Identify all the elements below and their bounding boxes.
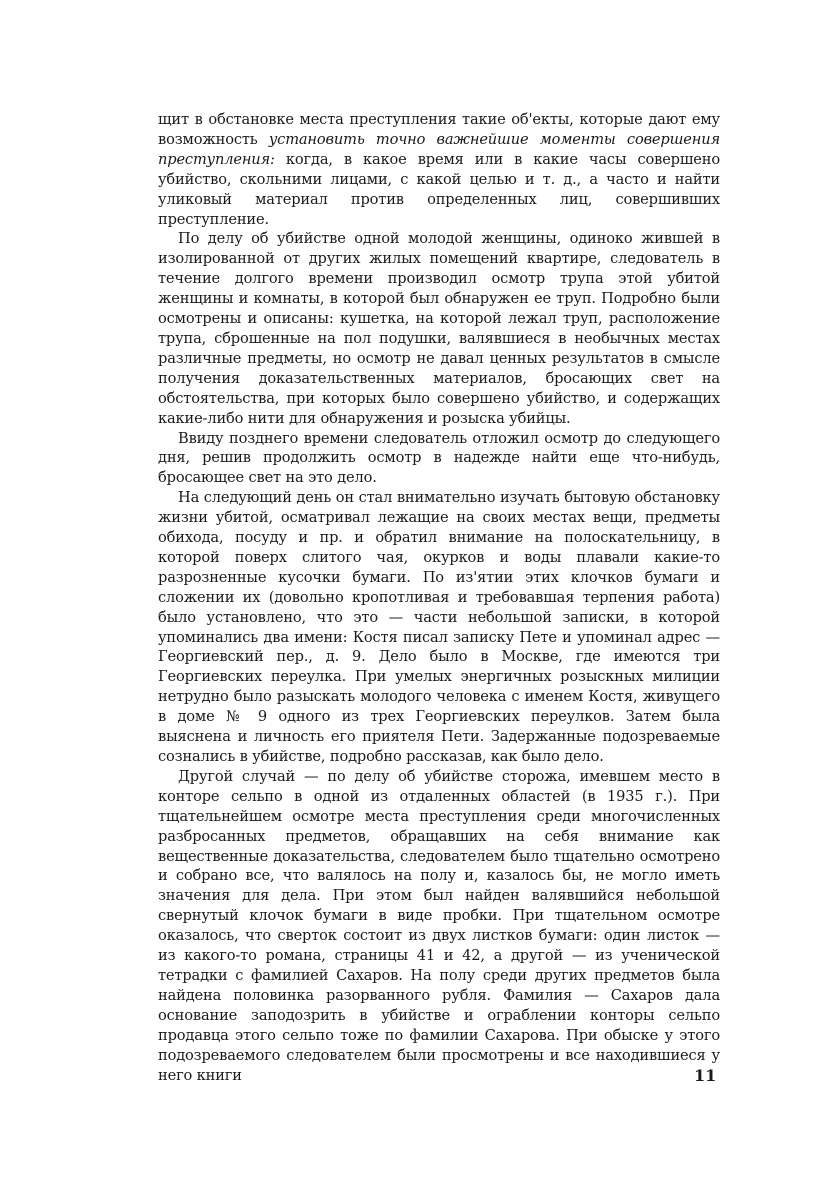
page-number: 11 (694, 1066, 717, 1085)
paragraph-1-before: щит в обстановке места преступления такие об'екты, которые дают ему возможность (158, 111, 720, 148)
paragraph-5: Другой случай — по делу об убийстве сторожа, имевшем место в конторе сельпо в одной из отдаленных областей (в 1935 г.). При тщательнейшем осмотре места преступления среди многочисленных разбросанных предметов, обращавших на себя внимание как вещественные доказательства, следователем было тщательно осмотрено и собрано все, что валялось на полу и, казалось бы, не могло иметь значения для дела. При этом был найден валявшийся небольшой свернутый клочок бумаги в виде пробки. При тщательном осмотре оказалось, что сверток состоит из двух листков бумаги: один листок — из какого-то романа, страницы 41 и 42, а другой — из ученической тетрадки с фамилией Сахаров. На полу среди других предметов была найдена половинка разорванного рубля. Фамилия — Сахаров дала основание заподозрить в убийстве и ограблении конторы сельпо продавца этого сельпо тоже по фамилии Сахарова. При обыске у этого подозреваемого следователем были просмотрены и все находившиеся у него книги (158, 767, 720, 1084)
paragraph-1 (158, 110, 720, 229)
paragraph-1-after: когда, в какое время или в какие часы совершено убийство, скольними лицами, с какой целью и т. д., а часто и найти уликовый материал против определенных лиц, совершивших преступление. (158, 150, 720, 228)
paragraph-1-emphasis: установить точно важнейшие моменты совершения преступления: (158, 130, 720, 168)
paragraph-2: По делу об убийстве одной молодой женщины, одиноко жившей в изолированной от других жилых помещений квартире, следователь в течение долгого времени производил осмотр трупа этой убитой женщины и комнаты, в которой был обнаружен ее труп. Подробно были осмотрены и описаны: кушетка, на которой лежал труп, расположение трупа, сброшенные на пол подушки, валявшиеся в необычных местах различные предметы, но осмотр не давал ценных результатов в смысле получения доказательственных материалов, бросающих свет на обстоятельства, при которых было совершено убийство, и содержащих какие-либо нити для обнаружения и розыска убийцы. (158, 230, 720, 427)
body-text (158, 110, 720, 1085)
paragraph-4: На следующий день он стал внимательно изучать бытовую обстановку жизни убитой, осматривал лежащие на своих местах вещи, предметы обихода, посуду и пр. и обратил внимание на полоскательницу, в которой поверх слитого чая, окурков и воды плавали какие-то разрозненные кусочки бумаги. По из'ятии этих клочков бумаги и сложении их (довольно кропотливая и требовавшая терпения работа) было установлено, что это — части небольшой записки, в которой упоминались два имени: Костя писал записку Пете и упоминал адрес — Георгиевский пер., д. 9. Дело было в Москве, где имеются три Георгиевских переулка. При умелых энергичных розыскных милиции нетрудно было разыскать молодого человека с именем Костя, живущего в доме № 9 одного из трех Георгиевских переулков. Затем была выяснена и личность его приятеля Пети. Задержанные подозреваемые сознались в убийстве, подробно рассказав, как было дело. (158, 489, 720, 765)
paragraph-3: Ввиду позднего времени следователь отложил осмотр до следующего дня, решив продолжить осмотр в надежде найти еще что-нибудь, бросающее свет на это дело. (158, 429, 720, 487)
